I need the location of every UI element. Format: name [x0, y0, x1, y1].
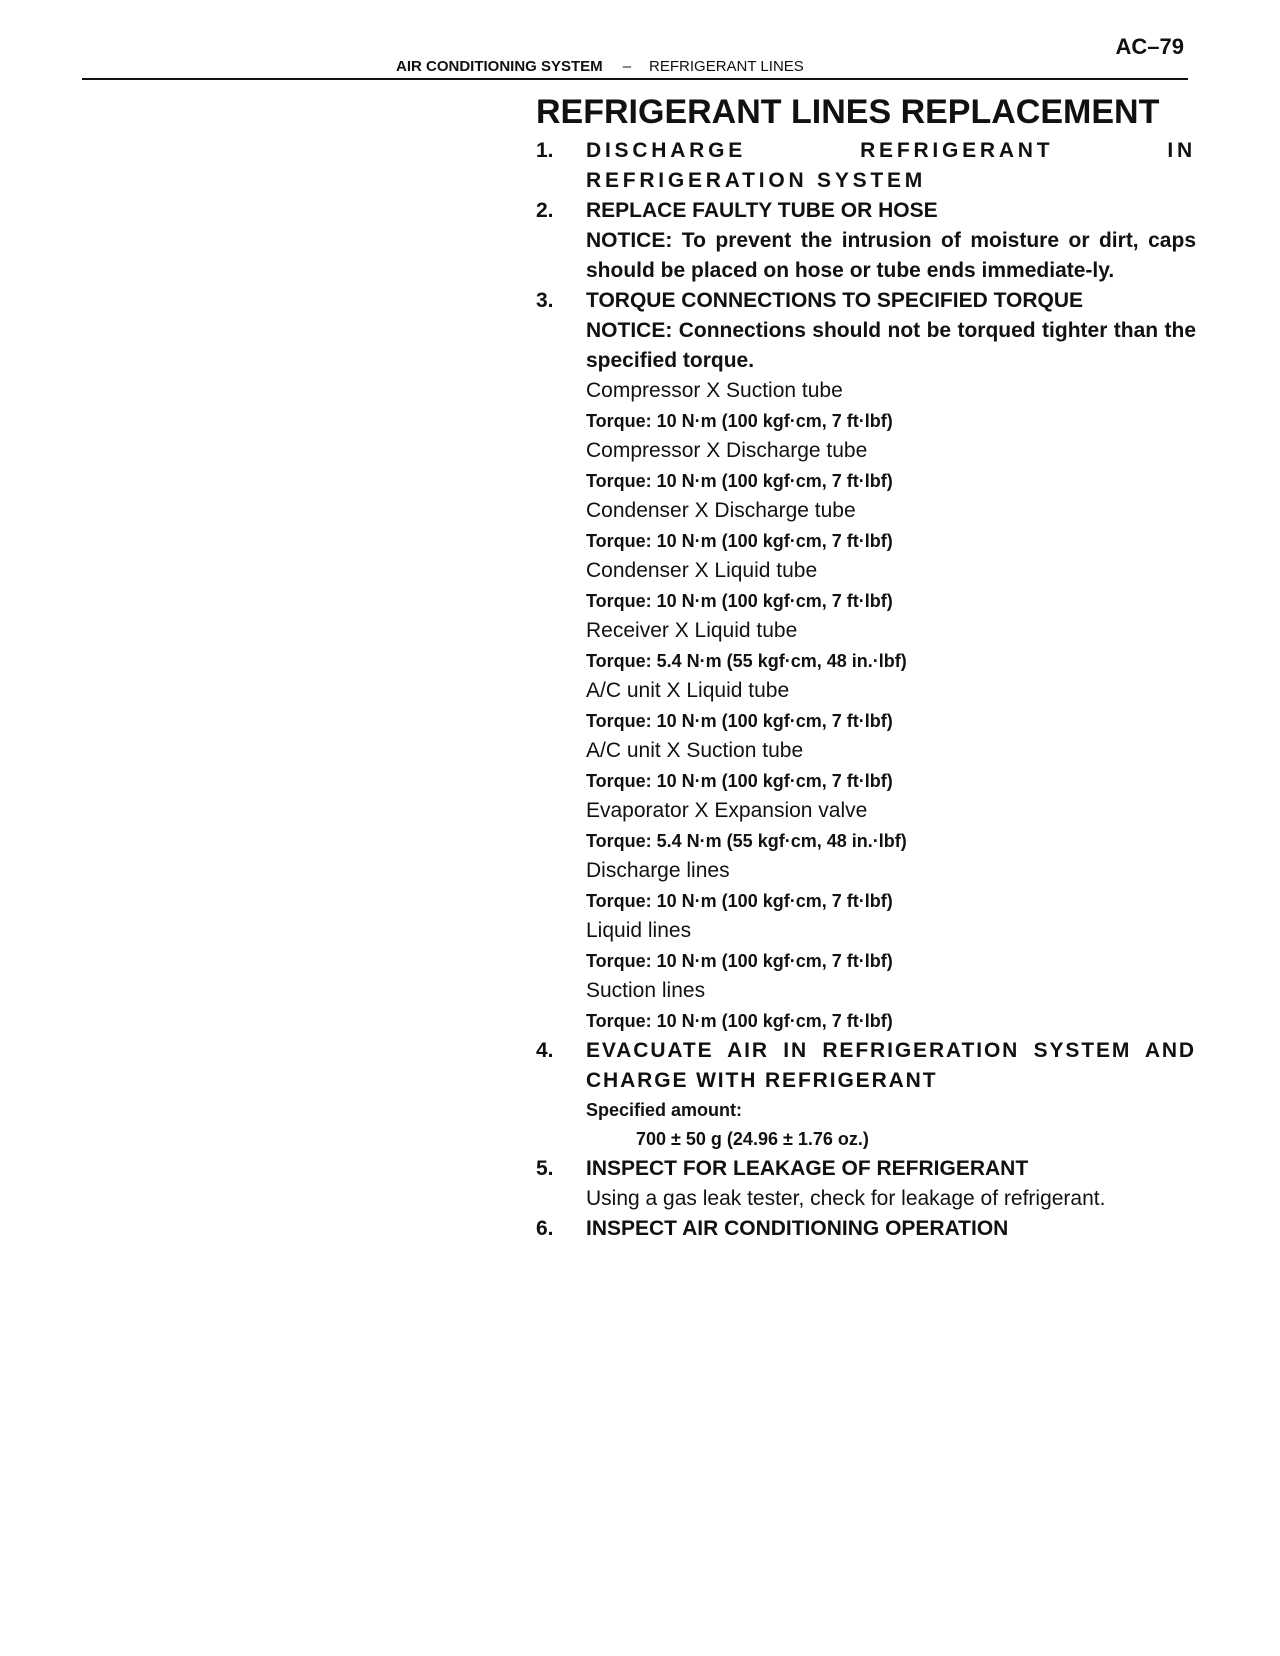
- connection-name: Liquid lines: [586, 919, 692, 942]
- step-number: 6.: [536, 1217, 554, 1240]
- step-heading: INSPECT FOR LEAKAGE OF REFRIGERANT: [586, 1157, 1029, 1180]
- torque-spec: Torque: 10 N·m (100 kgf·cm, 7 ft·lbf): [586, 1011, 893, 1031]
- step-number: 1.: [536, 139, 554, 162]
- step-heading: DISCHARGE REFRIGERANT IN REFRIGERATION SYSTEM: [586, 139, 1196, 192]
- section-title: AIR CONDITIONING SYSTEM: [396, 58, 603, 75]
- step-number: 2.: [536, 199, 554, 222]
- header-separator: –: [622, 58, 632, 75]
- connection-name: A/C unit X Liquid tube: [586, 679, 790, 702]
- connection-name: Suction lines: [586, 979, 706, 1002]
- connection-name: A/C unit X Suction tube: [586, 739, 804, 762]
- connection-name: Condenser X Discharge tube: [586, 499, 856, 522]
- procedure-steps: [536, 136, 1196, 1244]
- step-heading: INSPECT AIR CONDITIONING OPERATION: [586, 1217, 1009, 1240]
- step-3: [536, 286, 1196, 1036]
- step-2: [536, 196, 1196, 286]
- step-number: 3.: [536, 289, 554, 312]
- torque-spec: Torque: 10 N·m (100 kgf·cm, 7 ft·lbf): [586, 471, 893, 491]
- connection-name: Receiver X Liquid tube: [586, 619, 798, 642]
- connection-name: Evaporator X Expansion valve: [586, 799, 868, 822]
- torque-spec: Torque: 10 N·m (100 kgf·cm, 7 ft·lbf): [586, 411, 893, 431]
- torque-spec: Torque: 10 N·m (100 kgf·cm, 7 ft·lbf): [586, 711, 893, 731]
- specified-amount-label: Specified amount:: [586, 1100, 743, 1120]
- running-header: [396, 58, 804, 75]
- notice-text: NOTICE: To prevent the intrusion of moisture or dirt, caps should be placed on hose or tube ends immediate-ly.: [586, 229, 1196, 282]
- page-title: REFRIGERANT LINES REPLACEMENT: [536, 93, 1160, 131]
- subsection-title: REFRIGERANT LINES: [649, 58, 804, 75]
- step-1: [536, 136, 1196, 196]
- torque-spec: Torque: 10 N·m (100 kgf·cm, 7 ft·lbf): [586, 891, 893, 911]
- step-instruction: Using a gas leak tester, check for leakage of refrigerant.: [586, 1187, 1106, 1210]
- step-5: [536, 1154, 1196, 1214]
- connection-name: Discharge lines: [586, 859, 730, 882]
- page-number: AC–79: [1115, 34, 1184, 59]
- torque-spec: Torque: 10 N·m (100 kgf·cm, 7 ft·lbf): [586, 951, 893, 971]
- step-number: 4.: [536, 1039, 554, 1062]
- notice-text: NOTICE: Connections should not be torqued tighter than the specified torque.: [586, 319, 1196, 372]
- torque-spec: Torque: 10 N·m (100 kgf·cm, 7 ft·lbf): [586, 591, 893, 611]
- torque-spec: Torque: 10 N·m (100 kgf·cm, 7 ft·lbf): [586, 771, 893, 791]
- connection-name: Compressor X Discharge tube: [586, 439, 868, 462]
- connection-name: Compressor X Suction tube: [586, 379, 843, 402]
- torque-spec: Torque: 5.4 N·m (55 kgf·cm, 48 in.·lbf): [586, 831, 907, 851]
- step-number: 5.: [536, 1157, 554, 1180]
- connection-name: Condenser X Liquid tube: [586, 559, 818, 582]
- step-6: [536, 1214, 1196, 1244]
- step-4: [536, 1036, 1196, 1154]
- torque-spec: Torque: 5.4 N·m (55 kgf·cm, 48 in.·lbf): [586, 651, 907, 671]
- header-rule: [82, 78, 1188, 80]
- step-heading: EVACUATE AIR IN REFRIGERATION SYSTEM AND CHARGE WITH REFRIGERANT: [586, 1039, 1196, 1092]
- specified-amount-value: 700 ± 50 g (24.96 ± 1.76 oz.): [636, 1129, 869, 1149]
- step-heading: TORQUE CONNECTIONS TO SPECIFIED TORQUE: [586, 289, 1084, 312]
- step-heading: REPLACE FAULTY TUBE OR HOSE: [586, 199, 938, 222]
- torque-spec: Torque: 10 N·m (100 kgf·cm, 7 ft·lbf): [586, 531, 893, 551]
